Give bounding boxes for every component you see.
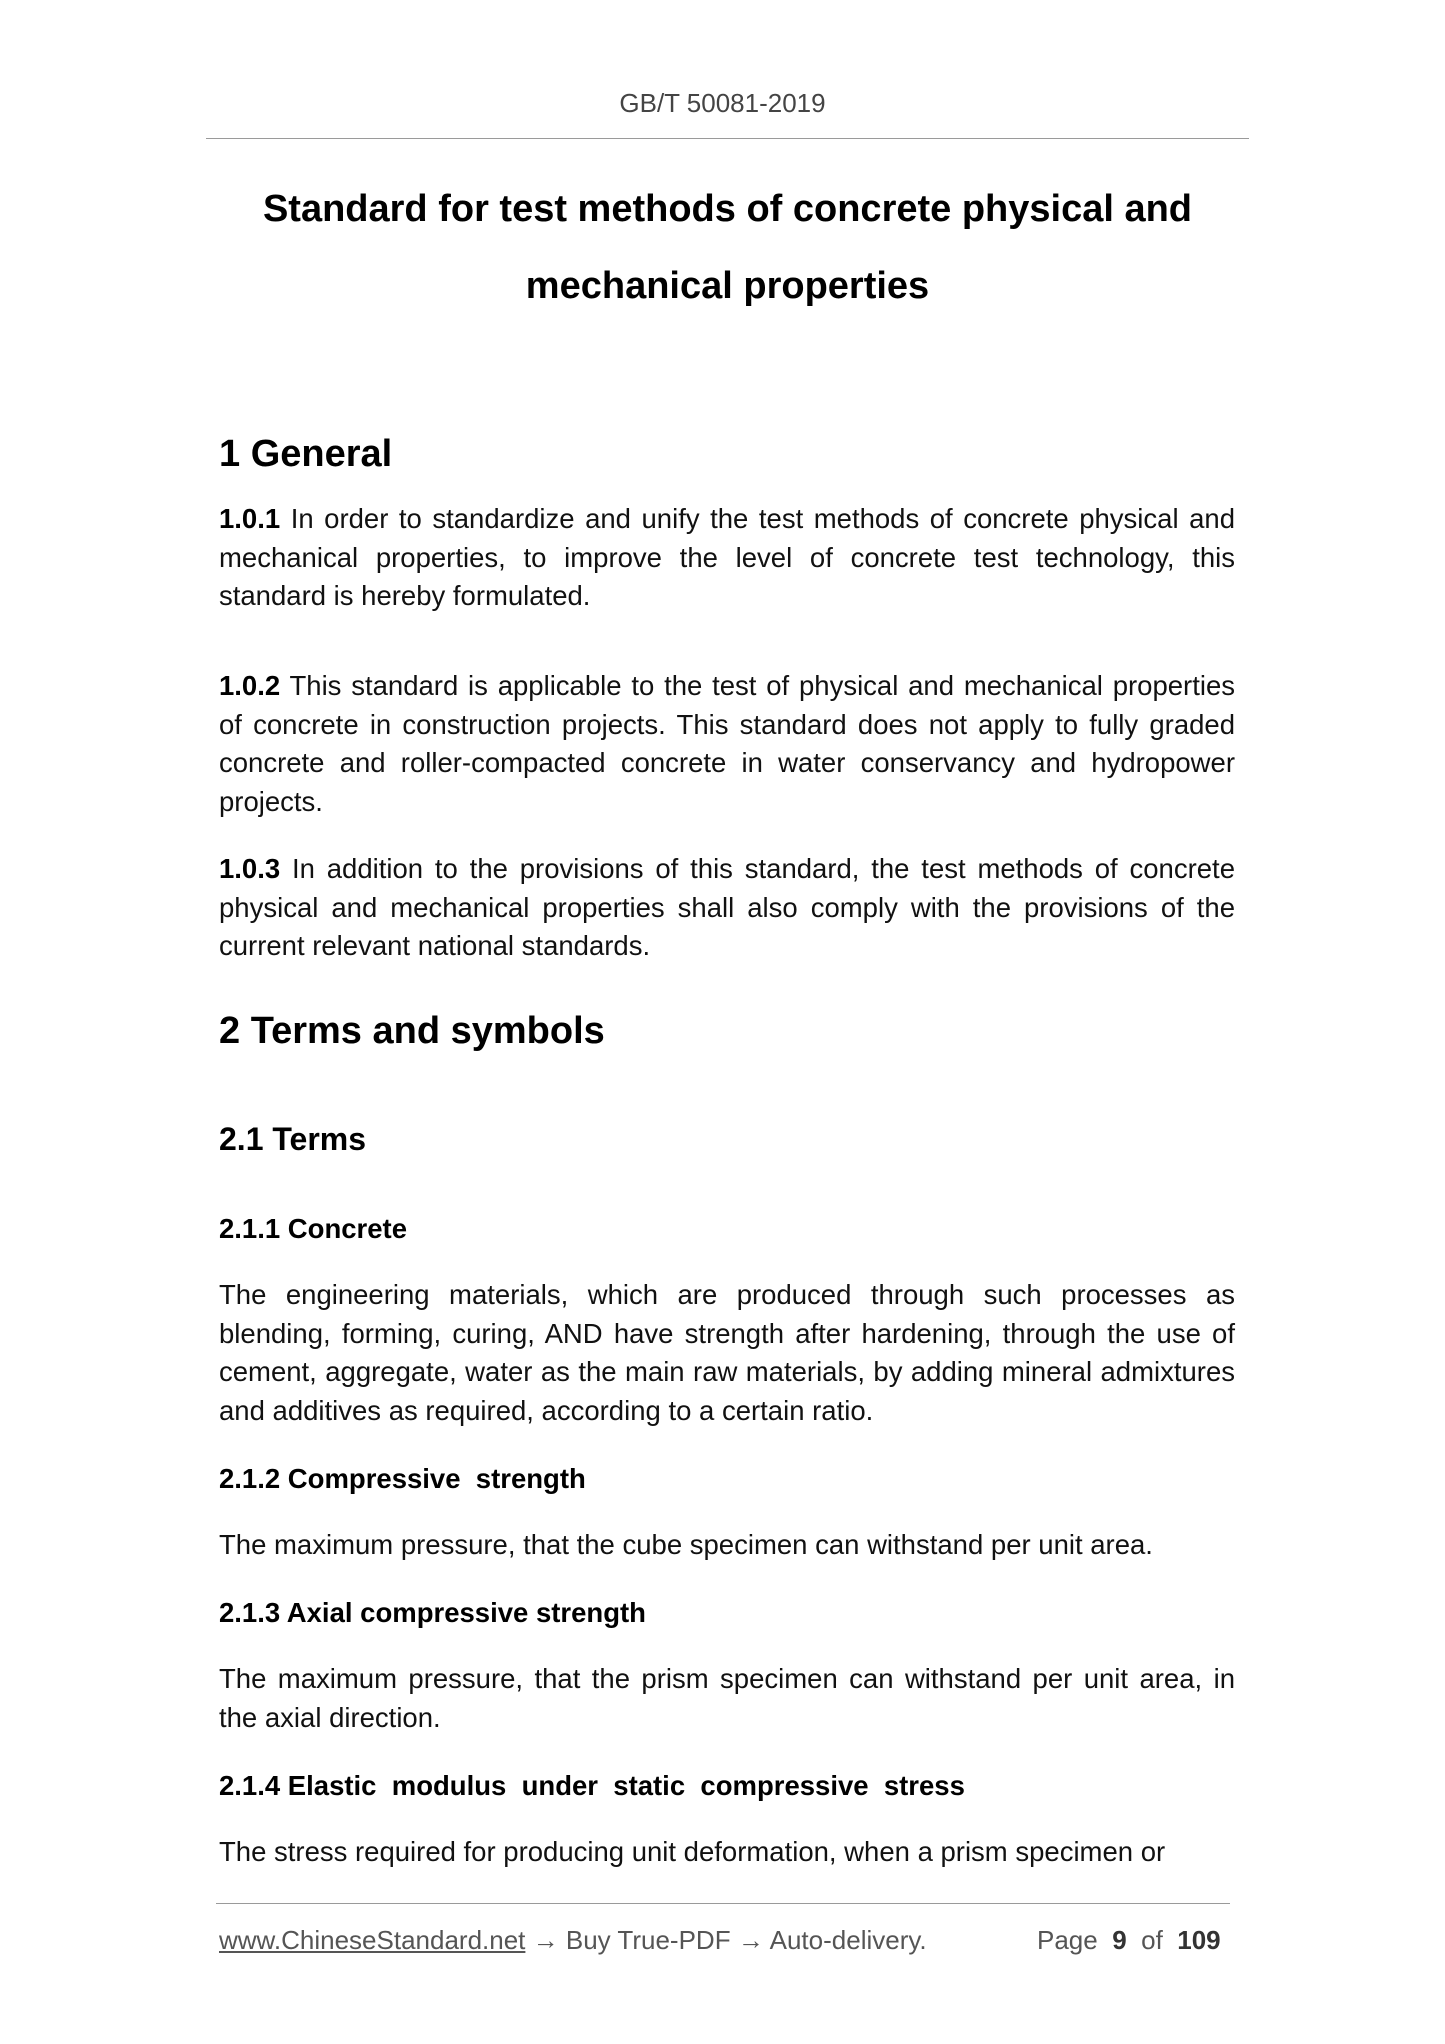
clause-text: In order to standardize and unify the test methods of concrete physical and mechanical properties, to improve the level of concrete test technology, this standard is hereby formulated. [219,503,1235,611]
subsection-heading-terms: 2.1 Terms [219,1121,367,1157]
document-title-line-2: mechanical properties [525,265,930,307]
current-page-number: 9 [1112,1925,1127,1955]
term-definition-elastic-modulus: The stress required for producing unit deformation, when a prism specimen or [219,1836,1166,1867]
footer-promo [219,1925,927,1956]
section-heading-general: 1 General [219,433,393,475]
term-heading-compressive-strength: 2.1.2 Compressive strength [219,1463,586,1494]
auto-delivery-text: Auto-delivery. [769,1925,927,1955]
clause-text: In addition to the provisions of this standard, the test methods of concrete physical and mechanical properties shall also comply with the provisions of the current relevant national standards. [219,853,1235,961]
buy-true-pdf-text: Buy True-PDF [565,1925,731,1955]
document-title-line-1: Standard for test methods of concrete physical and [262,188,1193,230]
clause-1-0-2 [219,667,1235,821]
clause-number: 1.0.2 [219,670,281,701]
footer-divider [216,1903,1230,1904]
page-indicator [1037,1925,1221,1956]
term-definition-axial-compressive-strength: The maximum pressure, that the prism specimen can withstand per unit area, in the axial direction. [219,1663,1235,1733]
section-heading-terms-symbols: 2 Terms and symbols [219,1010,605,1052]
term-heading-concrete: 2.1.1 Concrete [219,1213,408,1244]
standard-code-header: GB/T 50081-2019 [619,88,826,118]
clause-text: This standard is applicable to the test of physical and mechanical properties of concrete in construction projects. This standard does not apply to fully graded concrete and roller-compacted concrete in water conservancy and hydropower projects. [219,670,1235,817]
chinese-standard-link[interactable]: www.ChineseStandard.net [219,1925,526,1955]
of-label: of [1141,1925,1163,1955]
term-definition-concrete: The engineering materials, which are produced through such processes as blending, forming, curing, AND have strength after hardening, through the use of cement, aggregate, water as the main raw materials, by adding mineral admixtures and additives as required, according to a certain ratio. [219,1279,1235,1426]
term-heading-elastic-modulus: 2.1.4 Elastic modulus under static compressive stress [219,1770,965,1801]
clause-1-0-1 [219,500,1235,616]
term-heading-axial-compressive-strength: 2.1.3 Axial compressive strength [219,1597,646,1628]
total-page-count: 109 [1177,1925,1221,1955]
clause-1-0-3 [219,850,1235,966]
arrow-right-icon: → [532,1925,559,1955]
term-definition-compressive-strength: The maximum pressure, that the cube specimen can withstand per unit area. [219,1529,1153,1560]
clause-number: 1.0.3 [219,853,281,884]
page-label: Page [1037,1925,1098,1955]
arrow-right-icon: → [737,1925,764,1955]
clause-number: 1.0.1 [219,503,281,534]
header-divider [206,138,1249,139]
